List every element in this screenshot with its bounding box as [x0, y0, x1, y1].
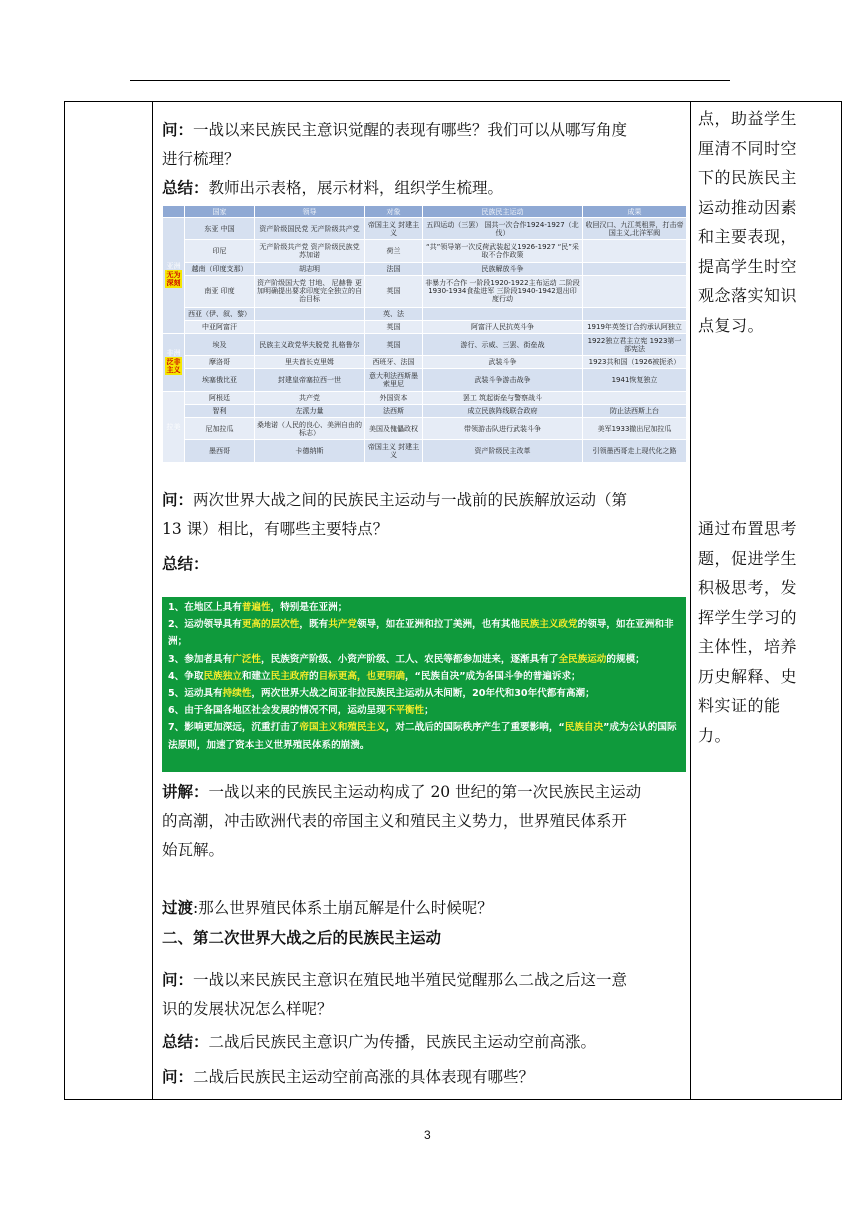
table-cell: 罢工 筑起街垒与警察战斗: [423, 391, 583, 404]
note-line: 积极思考，发: [698, 578, 798, 597]
lecture-cont: [162, 807, 686, 836]
lecture-text: 的高潮，冲击欧洲代表的帝国主义和殖民主义势力，世界殖民体系开: [162, 812, 628, 830]
table-cell: 法西斯: [365, 404, 423, 417]
table-cell: 武装斗争游击战争: [423, 369, 583, 391]
question-text: 一战以来民族民主意识在殖民地半殖民觉醒那么二战之后这一意: [193, 971, 628, 989]
table-cell: 埃塞俄比亚: [185, 369, 255, 391]
region-africa: 非洲 泛非主义: [163, 333, 185, 391]
table-cell: 左派力量: [255, 404, 365, 417]
question-1-cont: [162, 145, 686, 174]
table-cell: 资产阶级国大党 甘地、 尼赫鲁 更加明确提出要求印度完全独立的自治目标: [255, 275, 365, 307]
table-cell: 英国: [365, 320, 423, 333]
lecture-cont: [162, 836, 686, 865]
note-line: 运动推动因素: [698, 197, 798, 217]
table-cell: 无产阶级共产党 资产阶级民族党苏加诺: [255, 240, 365, 262]
table-cell: [583, 391, 687, 404]
region-latam: 拉美: [163, 391, 185, 462]
table-cell: 1919年英签订合约承认阿独立: [583, 320, 687, 333]
table-cell: [255, 320, 365, 333]
side-note-1: [698, 104, 806, 340]
page-number: 3: [424, 1128, 431, 1142]
table-cell: 英国: [365, 333, 423, 355]
header-rule: [130, 80, 730, 81]
table-cell: 非暴力不合作 一阶段1920-1922主布运动 二阶段1930-1934食盐进军 三阶段1940-1942退出印度行动: [423, 275, 583, 307]
table-row: [163, 391, 687, 404]
table-row: [163, 417, 687, 439]
header-cell: 领导: [255, 206, 365, 218]
table-cell: 越南（印度支那）: [185, 262, 255, 275]
table-cell: 帝国主义 封建主义: [365, 218, 423, 240]
lecture-text: 一战以来的民族民主运动构成了 20 世纪的第一次民族民主运动: [208, 783, 642, 801]
note-line: 下的民族民主: [698, 168, 798, 187]
table-cell: 防止法西斯上台: [583, 404, 687, 417]
question-2-cont: [162, 515, 686, 544]
header-cell: 成果: [583, 206, 687, 218]
note-line: 通过布置思考: [698, 519, 798, 538]
table-cell: 智利: [185, 404, 255, 417]
table-row: [163, 320, 687, 333]
table-cell: 阿富汗人民抗英斗争: [423, 320, 583, 333]
question-label: 问：: [162, 121, 194, 139]
table-cell: 收回汉口、九江英租界，打击帝国主义,北洋军阀: [583, 218, 687, 240]
summary-label: 总结：: [162, 555, 209, 573]
table-cell: [583, 307, 687, 320]
table-cell: 外国资本: [365, 391, 423, 404]
table-cell: [255, 307, 365, 320]
note-line: 主体性，培养: [698, 637, 798, 656]
lecture-label: 讲解：: [162, 783, 209, 801]
characteristics-box: [162, 597, 686, 772]
table-cell: 资产阶级民主改革: [423, 440, 583, 463]
note-line: 厘清不同时空: [698, 138, 798, 158]
question-4: [162, 1063, 686, 1092]
table-row: [163, 307, 687, 320]
note-line: 观念落实知识: [698, 286, 798, 305]
movement-table-image: [162, 205, 686, 463]
table-row: [163, 440, 687, 463]
table-cell: 封建皇帝塞拉西一世: [255, 369, 365, 391]
characteristic-item: 5、运动具有持续性，两次世界大战之间亚非拉民族民主运动从未间断，20年代和30年代都有高潮；: [168, 688, 595, 700]
table-cell: 埃及: [185, 333, 255, 355]
table-cell: 民族解放斗争: [423, 262, 583, 275]
table-row: [163, 356, 687, 369]
characteristic-item: 3、参加者具有广泛性，民族资产阶级、小资产阶级、工人、农民等都参加进来，逐渐具有了全民族运动的规模；: [168, 653, 645, 665]
table-row: [163, 369, 687, 391]
table-cell: 引领墨西哥走上现代化之路: [583, 440, 687, 463]
table-cell: 共产党: [255, 391, 365, 404]
table-cell: 1941恢复独立: [583, 369, 687, 391]
region-asia: 亚洲 无为深刻: [163, 218, 185, 334]
question-2: [162, 486, 686, 515]
table-cell: 卡德纳斯: [255, 440, 365, 463]
question-3: [162, 966, 686, 995]
table-row: [163, 333, 687, 355]
table-cell: 五四运动（三罢） 国共一次合作1924-1927（北伐）: [423, 218, 583, 240]
table-cell: 英、法: [365, 307, 423, 320]
summary-text: 教师出示表格，展示材料，组织学生梳理。: [208, 179, 504, 197]
summary-1: [162, 174, 686, 203]
transition-text: :那么世界殖民体系土崩瓦解是什么时候呢？: [193, 899, 493, 917]
table-cell: 东亚 中国: [185, 218, 255, 240]
table-row: [163, 404, 687, 417]
question-text: 进行梳理？: [162, 150, 240, 168]
table-header-row: [163, 206, 687, 218]
summary-label: 总结：: [162, 179, 209, 197]
table-cell: 胡志明: [255, 262, 365, 275]
question-label: 问：: [162, 491, 194, 509]
table-row: [163, 262, 687, 275]
question-label: 问：: [162, 971, 194, 989]
characteristic-item: 1、在地区上具有普遍性，特别是在亚洲；: [168, 602, 348, 613]
note-line: 历史解释、史: [698, 666, 798, 686]
table-cell: 英国: [365, 275, 423, 307]
table-cell: 帝国主义 封建主义: [365, 440, 423, 463]
table-cell: [583, 262, 687, 275]
table-cell: 武装斗争: [423, 356, 583, 369]
table-cell: 摩洛哥: [185, 356, 255, 369]
table-cell: 游行、示威、三罢、街垒战: [423, 333, 583, 355]
lecture: [162, 778, 686, 807]
table-cell: 尼加拉瓜: [185, 417, 255, 439]
table-row: [163, 240, 687, 262]
characteristic-item: 7、影响更加深远，沉重打击了帝国主义和殖民主义，对二战后的国际秩序产生了重要影响，“民族自决”成为公认的国际法原则，加速了资本主义世界殖民体系的崩溃。: [168, 722, 677, 751]
table-cell: 荷兰: [365, 240, 423, 262]
summary-text: 二战后民族民主意识广为传播，民族民主运动空前高涨。: [208, 1033, 597, 1051]
table-cell: 西班牙、法国: [365, 356, 423, 369]
table-cell: 带领游击队进行武装斗争: [423, 417, 583, 439]
header-cell: 国家: [185, 206, 255, 218]
table-cell: 桑地诺（人民的良心、美洲自由的标志）: [255, 417, 365, 439]
table-row: [163, 275, 687, 307]
note-line: 挥学生学习的: [698, 607, 798, 627]
characteristic-item: 2、运动领导具有更高的层次性，既有共产党领导，如在亚洲和拉丁美洲，也有其他民族主义政党的领导，如在亚洲和非洲；: [168, 619, 674, 648]
table-cell: [423, 307, 583, 320]
summary-3: [162, 1028, 686, 1057]
table-cell: 1923共和国（1926被扼杀）: [583, 356, 687, 369]
note-line: 点复习。: [698, 315, 765, 335]
table-cell: 中亚阿富汗: [185, 320, 255, 333]
transition: [162, 894, 686, 923]
africa-tag: 泛非主义: [166, 358, 181, 375]
note-line: 点，助益学生: [698, 109, 798, 128]
table-cell: 里夫酋长克里姆: [255, 356, 365, 369]
column-divider-1: [152, 101, 153, 1100]
summary-label: 总结：: [162, 1033, 209, 1051]
question-1: [162, 116, 686, 145]
summary-2: [162, 550, 686, 579]
lecture-text: 始瓦解。: [162, 841, 225, 859]
table-cell: 法国: [365, 262, 423, 275]
transition-label: 过渡: [162, 899, 194, 917]
note-line: 力。: [698, 725, 732, 745]
column-divider-2: [690, 101, 691, 1100]
question-text: 13 课）相比，有哪些主要特点？: [162, 520, 389, 538]
table-row: [163, 218, 687, 240]
question-text: 一战以来民族民主意识觉醒的表现有哪些？我们可以从哪写角度: [193, 121, 628, 139]
table-cell: 西亚（伊、叙、黎）: [185, 307, 255, 320]
table-cell: 1922独立君主立宪 1923第一部宪法: [583, 333, 687, 355]
table-cell: [583, 275, 687, 307]
question-text: 两次世界大战之间的民族民主运动与一战前的民族解放运动（第: [193, 491, 628, 509]
table-cell: 民族主义政党华夫脱党 扎格鲁尔: [255, 333, 365, 355]
note-line: 料实证的能: [698, 696, 781, 715]
question-text: 识的发展状况怎么样呢？: [162, 1000, 333, 1018]
note-line: 提高学生时空: [698, 256, 798, 276]
table-cell: 印尼: [185, 240, 255, 262]
table-cell: 资产阶级国民党 无产阶级共产党: [255, 218, 365, 240]
table-cell: 意大利法西斯墨索里尼: [365, 369, 423, 391]
table-cell: “共”领导第一次反荷武装起义1926-1927 “民”采取不合作政策: [423, 240, 583, 262]
section-heading: 二、第二次世界大战之后的民族民主运动: [162, 929, 442, 947]
question-label: 问：: [162, 1068, 194, 1086]
table-cell: 美国及傀儡政权: [365, 417, 423, 439]
table-cell: 南亚 印度: [185, 275, 255, 307]
note-line: 和主要表现，: [698, 227, 798, 246]
characteristic-item: 6、由于各国各地区社会发展的情况不同，运动呈现不平衡性；: [168, 705, 434, 717]
table-cell: 阿根廷: [185, 391, 255, 404]
side-note-2: [698, 514, 806, 750]
question-3-cont: [162, 995, 686, 1024]
asia-tag: 无为深刻: [166, 271, 181, 288]
table-cell: [583, 240, 687, 262]
table-cell: 美军1933撤出尼加拉瓜: [583, 417, 687, 439]
header-cell: 民族民主运动: [423, 206, 583, 218]
table-cell: 成立民族阵线联合政府: [423, 404, 583, 417]
characteristic-item: 4、争取民族独立和建立民主政府的目标更高，也更明确，“民族自决”成为各国斗争的普遍诉求；: [168, 670, 581, 682]
header-cell: 对象: [365, 206, 423, 218]
note-line: 题，促进学生: [698, 548, 798, 568]
question-text: 二战后民族民主运动空前高涨的具体表现有哪些？: [193, 1068, 535, 1086]
table-cell: 墨西哥: [185, 440, 255, 463]
